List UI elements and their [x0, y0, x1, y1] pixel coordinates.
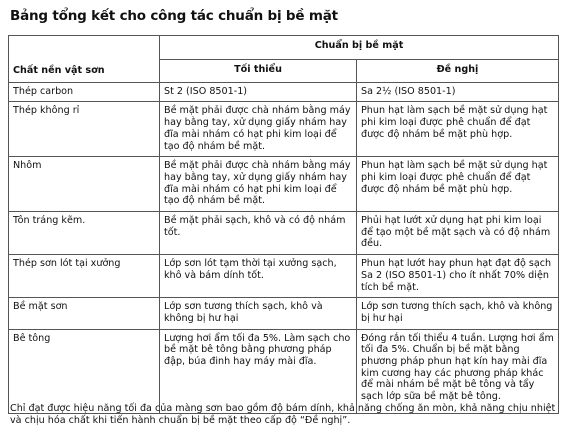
- cell-material: Thép không rỉ: [9, 102, 160, 157]
- cell-minimum: Lớp sơn lót tạm thời tại xưởng sạch, khô và bám dính tốt.: [160, 255, 357, 298]
- cell-material: Thép sơn lót tại xưởng: [9, 255, 160, 298]
- cell-material: Bề mặt sơn: [9, 298, 160, 329]
- page-title: Bảng tổng kết cho công tác chuẩn bị bề mặt: [10, 8, 338, 24]
- cell-minimum: St 2 (ISO 8501-1): [160, 82, 357, 102]
- cell-recommended: Đóng rắn tối thiểu 4 tuần. Lượng hơi ẩm tối đa 5%. Chuẩn bị bề mặt bằng phương pháp phun hạt kín hay mài đĩa kim cương hay các phương pháp khác để mài nhám bề mặt bê tông và tẩy sạch lớp sữa bề mặt bê tông.: [357, 329, 559, 413]
- cell-material: Bê tông: [9, 329, 160, 413]
- cell-recommended: Phun hạt làm sạch bề mặt sử dụng hạt phi kim loại được phê chuẩn để đạt được độ nhám bề mặt phù hợp.: [357, 157, 559, 212]
- header-surface-prep: Chuẩn bị bề mặt: [160, 36, 559, 60]
- cell-material: Tôn tráng kẽm.: [9, 212, 160, 255]
- table-row: [9, 298, 559, 329]
- footnote: Chỉ đạt được hiệu năng tối đa của màng sơn bao gồm độ bám dính, khả năng chống ăn mòn, khả năng chịu nhiệt và chịu hóa chất khi tiến hành chuẩn bị bề mặt theo cấp độ “Đề nghị”.: [10, 403, 556, 426]
- table-row: [9, 255, 559, 298]
- table-row: [9, 212, 559, 255]
- cell-recommended: Sa 2½ (ISO 8501-1): [357, 82, 559, 102]
- cell-recommended: Phun hạt lướt hay phun hạt đạt độ sạch Sa 2 (ISO 8501-1) cho ít nhất 70% diện tích bề mặt.: [357, 255, 559, 298]
- cell-material: Nhôm: [9, 157, 160, 212]
- cell-material: Thép carbon: [9, 82, 160, 102]
- table-row: [9, 157, 559, 212]
- surface-prep-table: [8, 35, 559, 414]
- cell-minimum: Bề mặt phải được chà nhám bằng máy hay bằng tay, xử dụng giấy nhám hay đĩa mài nhám có hạt phi kim loại để tạo độ nhám bề mặt.: [160, 157, 357, 212]
- cell-minimum: Lượng hơi ẩm tối đa 5%. Làm sạch cho bề mặt bê tông bằng phương pháp đập, búa đinh hay máy mài đĩa.: [160, 329, 357, 413]
- cell-minimum: Bề mặt phải sạch, khô và có độ nhám tốt.: [160, 212, 357, 255]
- cell-recommended: Phun hạt làm sạch bề mặt sử dụng hạt phi kim loại được phê chuẩn để đạt được độ nhám bề mặt phù hợp.: [357, 102, 559, 157]
- header-material: Chất nền vật sơn: [9, 36, 160, 83]
- table-row: [9, 102, 559, 157]
- header-minimum: Tối thiểu: [160, 60, 357, 83]
- table-row: [9, 82, 559, 102]
- table-row: [9, 329, 559, 413]
- header-recommended: Đề nghị: [357, 60, 559, 83]
- cell-recommended: Lớp sơn tương thích sạch, khô và không bị hư hại: [357, 298, 559, 329]
- cell-minimum: Bề mặt phải được chà nhám bằng máy hay bằng tay, xử dụng giấy nhám hay đĩa mài nhám có hạt phi kim loại để tạo độ nhám bề mặt.: [160, 102, 357, 157]
- cell-minimum: Lớp sơn tương thích sạch, khô và không bị hư hại: [160, 298, 357, 329]
- cell-recommended: Phủi hạt lướt xử dụng hạt phi kim loại để tạo một bề mặt sạch và có độ nhám đều.: [357, 212, 559, 255]
